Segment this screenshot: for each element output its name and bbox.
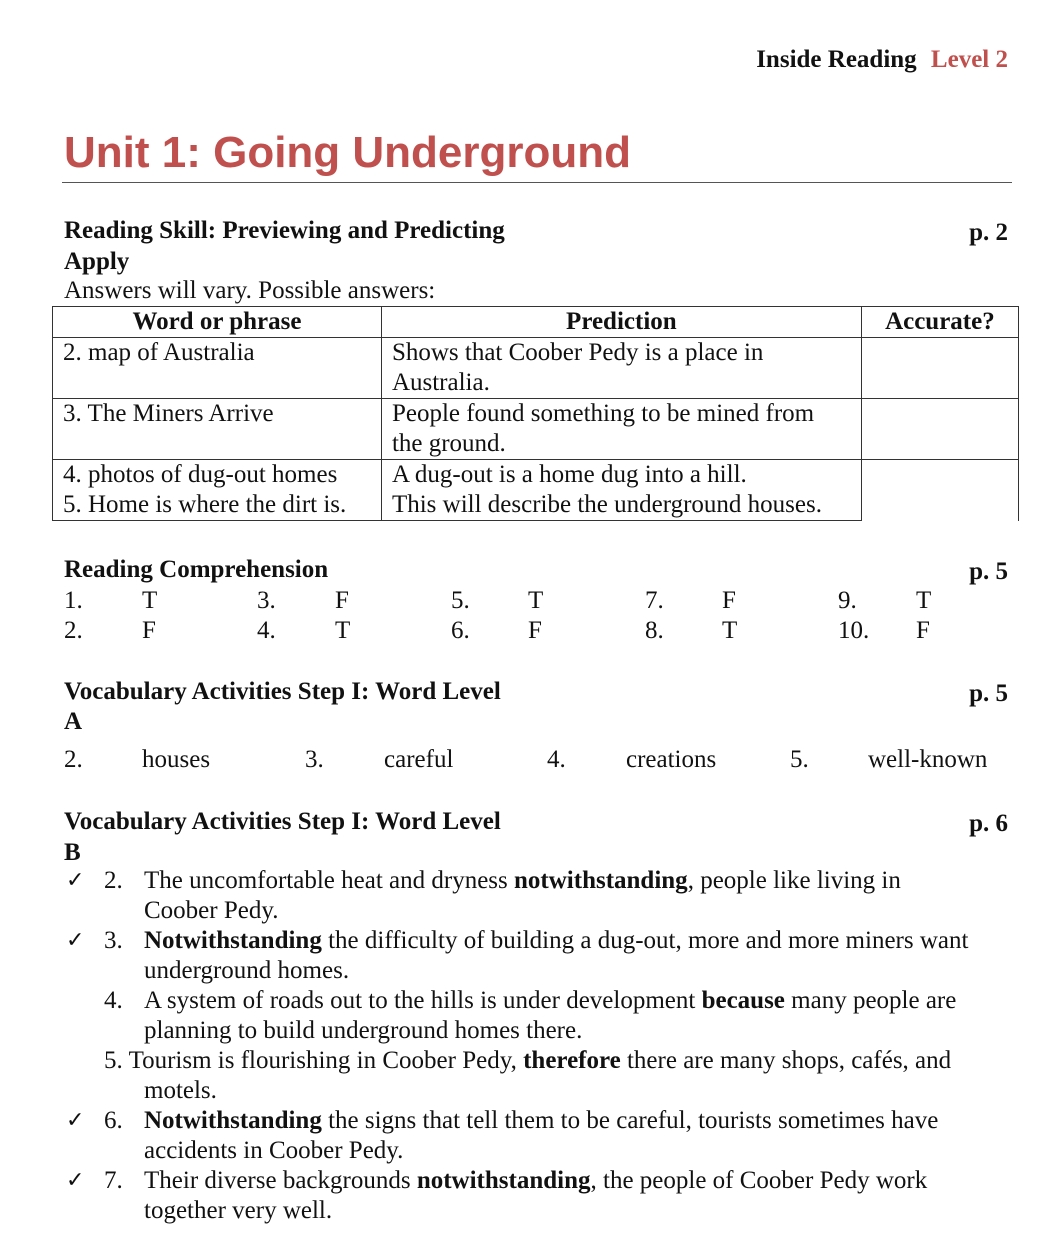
section4-part: B (64, 839, 81, 866)
cell-word: 5. Home is where the dirt is. (53, 490, 382, 521)
section1-intro: Answers will vary. Possible answers: (64, 277, 436, 304)
prediction-line: This will describe the underground houses. (391, 491, 822, 518)
item-text-line2: motels. (144, 1077, 217, 1104)
item-keyword: notwithstanding (416, 1167, 591, 1194)
answer-number: 4. (547, 746, 566, 773)
item-text-line2: together very well. (144, 1197, 333, 1224)
answer-number: 4. (257, 617, 276, 644)
answer-value: F (142, 617, 156, 644)
item-text-line2: Coober Pedy. (144, 897, 279, 924)
item-text-line2: planning to build underground homes there. (144, 1017, 583, 1044)
cell-word: 2. map of Australia (53, 338, 382, 399)
answer-value: F (722, 587, 736, 614)
answer-value: T (916, 587, 932, 614)
answer-value: creations (626, 746, 717, 773)
section2-title: Reading Comprehension (64, 556, 329, 583)
item-number: 7. (104, 1167, 123, 1194)
section3-page: p. 5 (969, 680, 1008, 707)
answer-value: T (528, 587, 544, 614)
vocab-b-list (64, 866, 1024, 1226)
item-text: the difficulty of building a dug-out, more and more miners want (321, 927, 969, 954)
item-number: 5. (104, 1047, 123, 1074)
answer-value: houses (142, 746, 211, 773)
list-item (64, 1046, 1024, 1106)
section2-page: p. 5 (969, 558, 1008, 585)
list-item (64, 926, 1024, 986)
cell-prediction (381, 490, 861, 521)
item-text: many people are (784, 987, 957, 1014)
answer-value: careful (384, 746, 454, 773)
item-text: Tourism is flourishing in Coober Pedy, (128, 1047, 524, 1074)
title-divider (62, 182, 1012, 183)
item-keyword: notwithstanding (514, 867, 688, 894)
answer-number: 5. (451, 587, 470, 614)
cell-word: 3. The Miners Arrive (53, 399, 382, 460)
answer-number: 8. (645, 617, 664, 644)
cell-prediction (381, 460, 861, 491)
section3-title: Vocabulary Activities Step I: Word Level (64, 678, 501, 705)
answer-value: T (335, 617, 351, 644)
item-number: 4. (104, 987, 123, 1014)
checkmark-icon: ✓ (66, 1108, 85, 1133)
prediction-line: Shows that Coober Pedy is a place in (391, 339, 764, 366)
item-number: 2. (104, 867, 123, 894)
cell-accurate (861, 460, 1018, 521)
section1-subhead: Apply (64, 248, 130, 275)
cell-prediction (381, 399, 861, 460)
answer-number: 3. (305, 746, 324, 773)
prediction-line: A dug-out is a home dug into a hill. (391, 461, 747, 488)
section1-page: p. 2 (969, 219, 1008, 246)
book-level: Level 2 (930, 46, 1008, 73)
answer-value: T (142, 587, 158, 614)
cell-accurate (861, 338, 1018, 399)
header-accurate: Accurate? (861, 307, 1018, 338)
answer-number: 6. (451, 617, 470, 644)
item-text: the signs that tell them to be careful, tourists sometimes have (321, 1107, 939, 1134)
item-text: there are many shops, cafés, and (620, 1047, 952, 1074)
cell-prediction (381, 338, 861, 399)
answer-number: 5. (790, 746, 809, 773)
item-number: 3. (104, 927, 123, 954)
table-row (53, 338, 1019, 399)
prediction-line: People found something to be mined from (391, 400, 815, 427)
item-text: Their diverse backgrounds (144, 1167, 417, 1194)
item-text-line2: underground homes. (144, 957, 350, 984)
answer-number: 2. (64, 746, 83, 773)
checkmark-icon: ✓ (66, 928, 85, 953)
book-title: Inside Reading (756, 46, 917, 73)
answer-number: 2. (64, 617, 83, 644)
section1-title: Reading Skill: Previewing and Predicting (64, 217, 505, 244)
item-number: 6. (104, 1107, 123, 1134)
item-text-line2: accidents in Coober Pedy. (144, 1137, 404, 1164)
answer-number: 3. (257, 587, 276, 614)
section3-part: A (64, 708, 83, 735)
header-word: Word or phrase (53, 307, 382, 338)
prediction-table (52, 306, 1019, 521)
item-keyword: because (701, 987, 785, 1014)
prediction-line: the ground. (391, 430, 506, 457)
answer-value: F (335, 587, 349, 614)
section4-page: p. 6 (969, 810, 1008, 837)
answer-number: 7. (645, 587, 664, 614)
checkmark-icon: ✓ (66, 868, 85, 893)
checkmark-icon: ✓ (66, 1168, 85, 1193)
section4-title: Vocabulary Activities Step I: Word Level (64, 808, 501, 835)
list-item (64, 866, 1024, 926)
item-text: , people like living in (687, 867, 901, 894)
table-row (53, 460, 1019, 491)
header-prediction: Prediction (381, 307, 861, 338)
answer-value: F (916, 617, 930, 644)
list-item (64, 1106, 1024, 1166)
item-text: , the people of Coober Pedy work (590, 1167, 928, 1194)
prediction-line: Australia. (391, 369, 490, 396)
table-row (53, 399, 1019, 460)
answer-value: F (528, 617, 542, 644)
item-keyword: therefore (523, 1047, 621, 1074)
page-header (756, 46, 1008, 74)
list-item (64, 1166, 1024, 1226)
unit-title: Unit 1: Going Underground (64, 128, 632, 177)
cell-word: 4. photos of dug-out homes (53, 460, 382, 491)
answer-number: 1. (64, 587, 83, 614)
table-header-row (53, 307, 1019, 338)
cell-accurate (861, 399, 1018, 460)
answer-value: well-known (868, 746, 988, 773)
item-text: The uncomfortable heat and dryness (144, 867, 515, 894)
item-keyword: Notwithstanding (144, 927, 322, 954)
item-keyword: Notwithstanding (144, 1107, 322, 1134)
answer-value: T (722, 617, 738, 644)
answer-number: 10. (838, 617, 870, 644)
answer-number: 9. (838, 587, 857, 614)
item-text: A system of roads out to the hills is under development (144, 987, 702, 1014)
list-item (64, 986, 1024, 1046)
